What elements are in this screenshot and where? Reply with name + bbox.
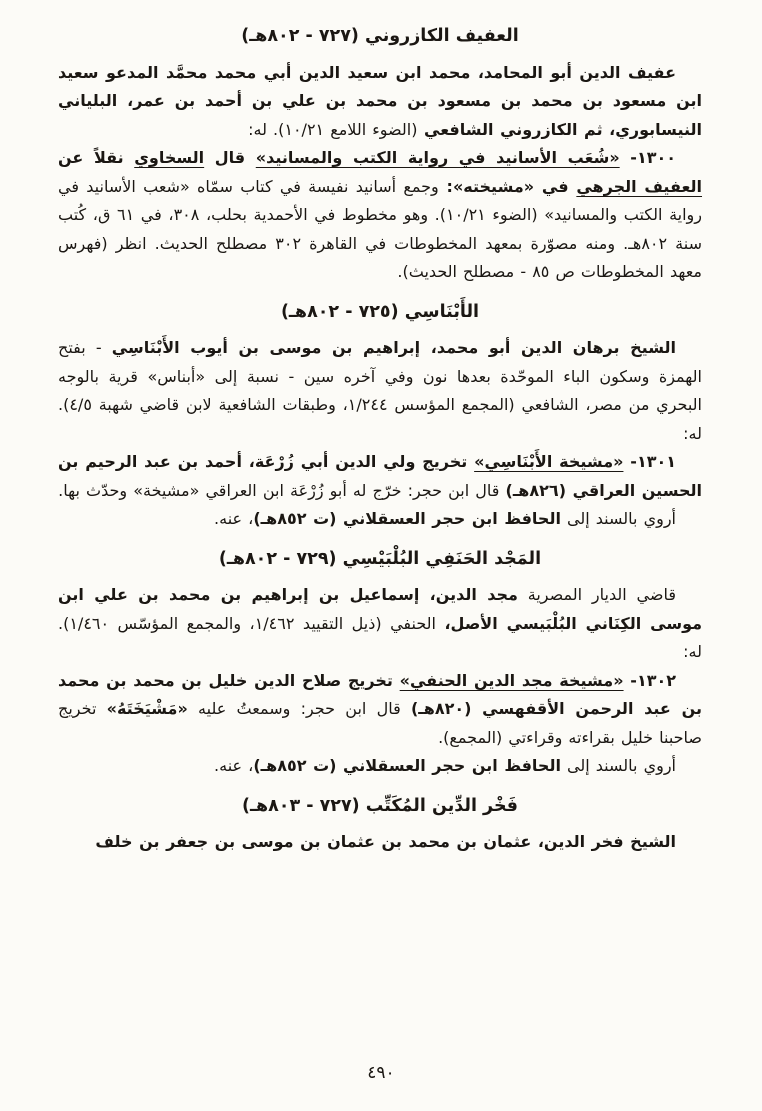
text-run: مجد الدين، إسماعيل بن إبراهيم بن محمد بن علي ابن موسى الكِنَاني البُلْبَيسي الأصل، [58, 585, 703, 633]
text-run: ١٣٠١- [623, 452, 676, 471]
text-run: تخريج صاحبنا خليل بقراءته وقراءتي (المجمع). [58, 699, 702, 747]
section-heading: العفيف الكازروني (٧٢٧ - ٨٠٢هـ) [241, 26, 519, 46]
text-run: تخريج ولي الدين أبي زُرْعَة، أحمد بن عبد الرحيم بن الحسين العراقي (٨٢٦هـ) [58, 452, 702, 500]
paragraph [58, 334, 702, 448]
text-run: - بفتح الهمزة وسكون الباء الموحّدة بعدها نون وفي آخره سين - نسبة إلى «أبناس» قرية بالوجه البحري من مصر، الشافعي (المجمع المؤسس ١/٢٤٤، وطبقات الشافعية لابن قاضي شهبة ٤/٥). له: [58, 338, 702, 443]
section-heading: المَجْد الحَنَفِي البُلْبَيْسِي (٧٢٩ - ٨٠٢هـ) [218, 548, 542, 569]
text-run: الشيخ فخر الدين، عثمان بن محمد بن عثمان بن موسى بن جعفر بن خلف [95, 832, 676, 851]
book-title-run: السخاوي [134, 148, 205, 167]
entry-section [58, 22, 702, 287]
text-run: (الضوء اللامع ١٠/٢١). له: [248, 119, 418, 139]
paragraph [58, 667, 702, 753]
text-run: أروي بالسند إلى [560, 756, 676, 775]
paragraph [58, 505, 702, 534]
text-run: قاضي الديار المصرية [517, 585, 677, 604]
text-run: «مَشْيَخَتَهُ» [106, 699, 188, 718]
text-run: ، عنه. [214, 756, 254, 775]
document-body [58, 22, 702, 857]
paragraph [58, 752, 702, 781]
paragraph [58, 581, 702, 667]
text-run: قال ابن حجر: وسمعتُ عليه [187, 699, 411, 718]
book-title-run: «مشيخة مجد الدين الحنفي» [399, 670, 624, 690]
entry-section [58, 545, 702, 781]
text-run: الحافظ ابن حجر العسقلاني (ت ٨٥٢هـ) [253, 756, 561, 775]
text-run: ١٣٠٢- [623, 670, 676, 690]
entry-section [58, 792, 702, 857]
text-run: الحنفي (ذيل التقييد ١/٤٦٢، والمجمع المؤسّس ١/٤٦٠). له: [58, 613, 702, 661]
text-run: نقلاً عن [58, 148, 135, 167]
book-title-run: العفيف الجرهي [576, 176, 703, 196]
entry-section [58, 298, 702, 534]
text-run: عفيف الدين أبو المحامد، محمد ابن سعيد الدين أبي محمد محمَّد المدعو سعيد ابن مسعود بن محمد بن مسعود بن محمد بن علي بن أحمد بن عمر، البلياني النيسابوري، ثم الكازروني الشافعي [58, 62, 702, 139]
paragraph [58, 59, 702, 145]
text-run: قال ابن حجر: خرّج له أبو زُرْعَة ابن العراقي «مشيخة» وحدّث بها. [58, 480, 506, 500]
text-run: الحافظ ابن حجر العسقلاني (ت ٨٥٢هـ) [253, 509, 561, 528]
paragraph [58, 448, 702, 505]
paragraph [58, 144, 702, 287]
text-run: ، عنه. [214, 509, 254, 528]
text-run: الشيخ برهان الدين أبو محمد، إبراهيم بن موسى بن أيوب الأَبْنَاسِي [111, 338, 676, 357]
section-heading: الأَبْنَاسِي (٧٢٥ - ٨٠٢هـ) [280, 301, 480, 322]
text-run: وجمع أسانيد نفيسة في كتاب سمّاه «شعب الأسانيد في رواية الكتب والمسانيد» (الضوء ١٠/٢١). وهو مخطوط في الأحمدية بحلب، ٣٠٨، في ٦١ ق، كُتب سنة ٨٠٢هـ. ومنه مصوّرة بمعهد المخطوطات في القاهرة ٣٠٢ مصطلح الحديث. انظر (فهرس معهد المخطوطات ص ٨٥ - مصطلح الحديث). [58, 176, 703, 281]
book-title-run: «شُعَب الأسانيد في رواية الكتب والمسانيد» [255, 148, 620, 167]
text-run: في «مشيخته»: [438, 176, 577, 196]
text-run: تخريج صلاح الدين خليل بن محمد بن محمد بن عبد الرحمن الأقفهسي (٨٢٠هـ) [58, 670, 702, 718]
text-run: ١٣٠٠- [619, 148, 676, 167]
text-run: أروي بالسند إلى [560, 509, 676, 528]
book-title-run: «مشيخة الأَبْنَاسِي» [474, 452, 624, 471]
page-number: ٤٩٠ [367, 1063, 395, 1083]
text-run: قال [204, 148, 256, 167]
section-heading: فَخْر الدِّين المُكَتِّب (٧٢٧ - ٨٠٣هـ) [241, 795, 519, 816]
paragraph [58, 828, 702, 857]
